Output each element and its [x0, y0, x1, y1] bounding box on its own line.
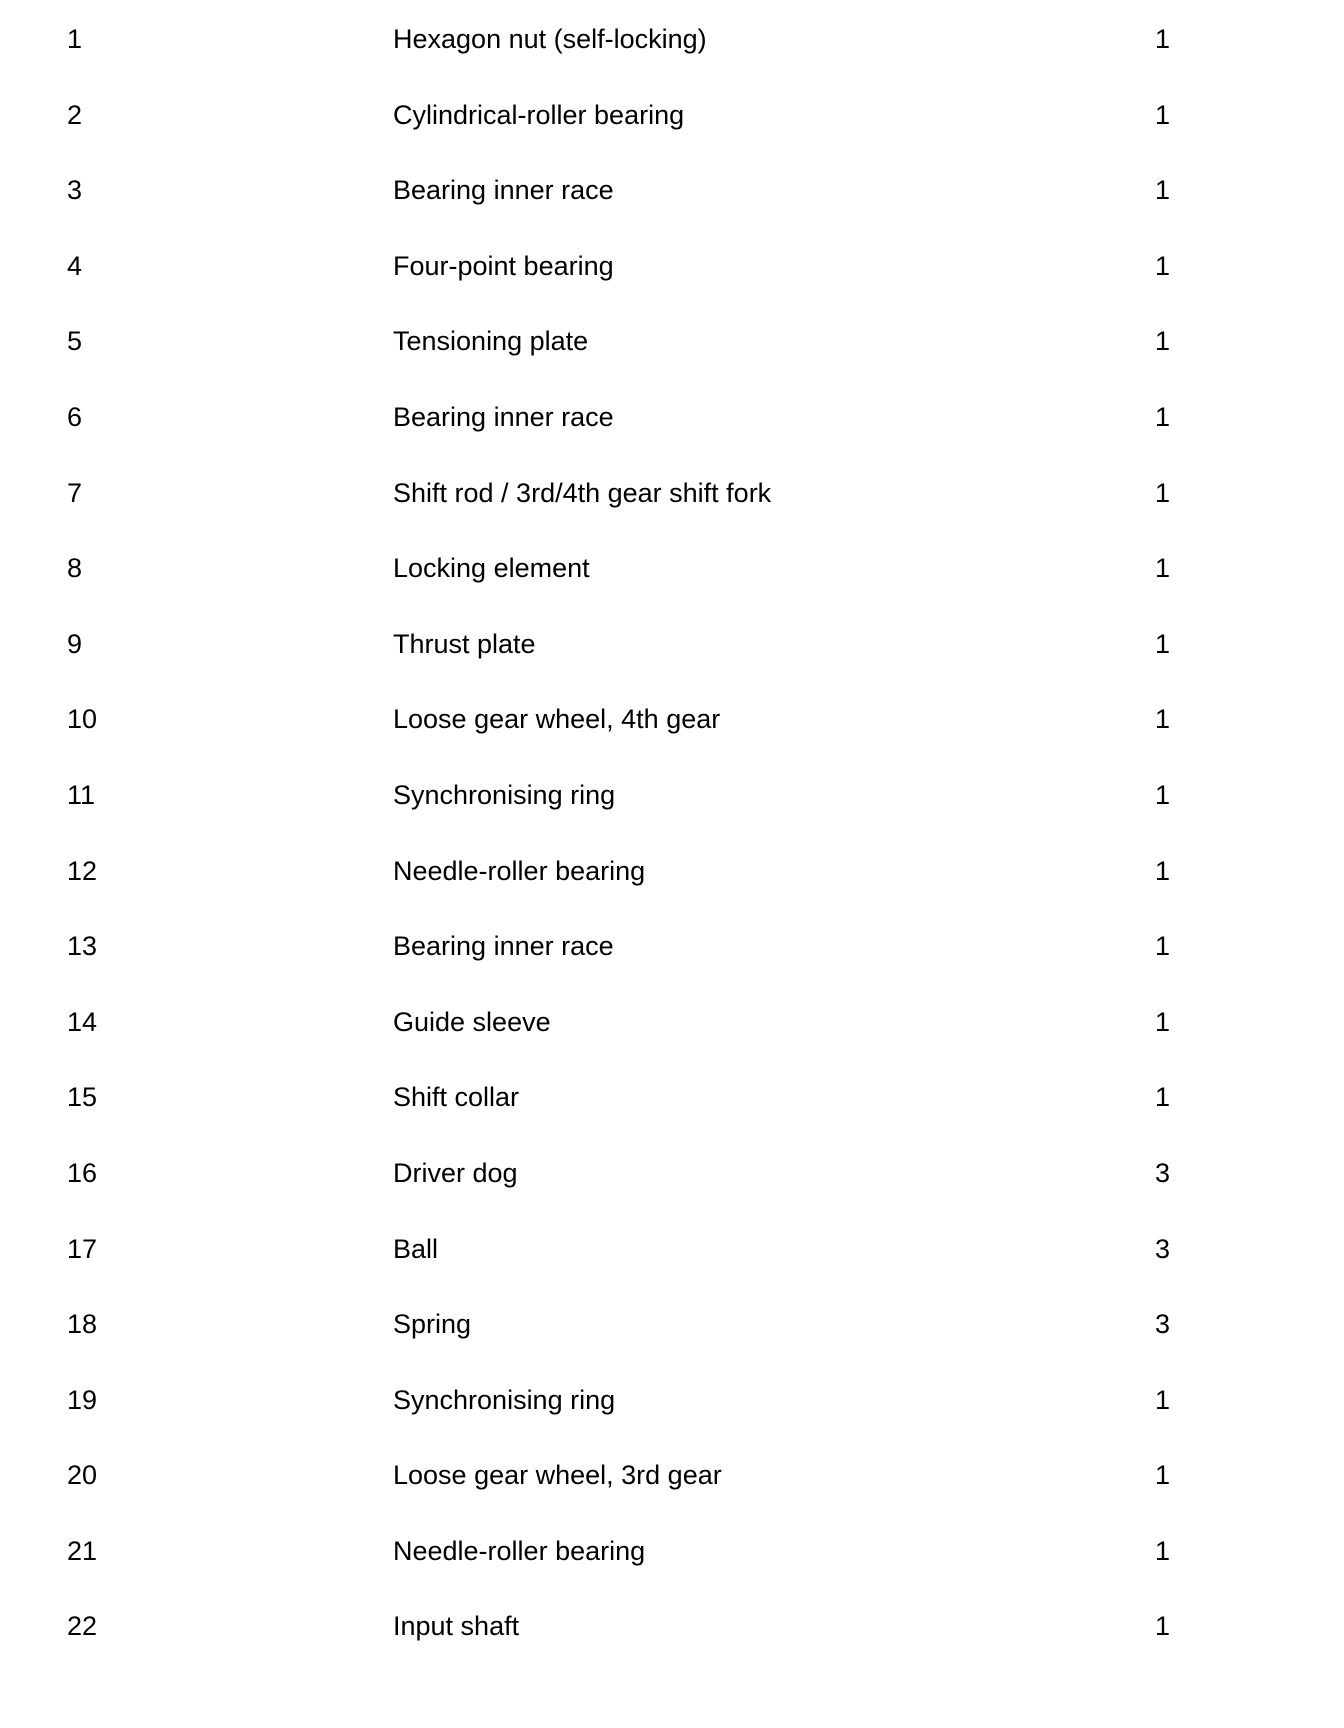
part-quantity: 1	[1155, 779, 1171, 810]
part-quantity: 1	[1155, 326, 1171, 357]
part-number: 12	[67, 855, 98, 886]
parts-row	[0, 626, 1344, 702]
part-quantity: 1	[1155, 175, 1171, 206]
parts-row	[0, 21, 1344, 97]
parts-row	[0, 1231, 1344, 1307]
part-number: 14	[67, 1006, 98, 1037]
part-description: Synchronising ring	[393, 779, 616, 810]
part-quantity: 1	[1155, 1611, 1171, 1642]
parts-row	[0, 1004, 1344, 1080]
part-quantity: 1	[1155, 931, 1171, 962]
part-description: Shift rod / 3rd/4th gear shift fork	[393, 477, 772, 508]
part-description: Driver dog	[393, 1157, 518, 1188]
parts-row	[0, 1533, 1344, 1609]
parts-row	[0, 701, 1344, 777]
part-number: 15	[67, 1082, 98, 1113]
part-number: 1	[67, 24, 83, 54]
part-description: Bearing inner race	[393, 401, 614, 432]
part-description: Ball	[393, 1233, 439, 1264]
parts-row	[0, 97, 1344, 173]
part-quantity: 1	[1155, 99, 1171, 130]
part-number: 5	[67, 326, 83, 357]
part-number: 7	[67, 477, 83, 508]
part-quantity: 3	[1155, 1233, 1171, 1264]
part-description: Needle-roller bearing	[393, 1535, 646, 1566]
part-description: Locking element	[393, 553, 590, 584]
parts-row	[0, 1079, 1344, 1155]
part-number: 2	[67, 99, 83, 130]
part-description: Four-point bearing	[393, 250, 614, 281]
parts-row	[0, 550, 1344, 626]
part-description: Hexagon nut (self-locking)	[393, 24, 707, 54]
part-number: 8	[67, 553, 83, 584]
parts-row	[0, 323, 1344, 399]
parts-row	[0, 853, 1344, 929]
part-description: Cylindrical-roller bearing	[393, 99, 685, 130]
part-number: 22	[67, 1611, 98, 1642]
parts-row	[0, 1457, 1344, 1533]
parts-row	[0, 928, 1344, 1004]
part-number: 16	[67, 1157, 98, 1188]
parts-row	[0, 1155, 1344, 1231]
part-description: Spring	[393, 1309, 472, 1340]
parts-row	[0, 777, 1344, 853]
part-quantity: 1	[1155, 250, 1171, 281]
part-description: Tensioning plate	[393, 326, 589, 357]
part-description: Loose gear wheel, 4th gear	[393, 704, 721, 735]
part-quantity: 1	[1155, 855, 1171, 886]
part-quantity: 1	[1155, 1082, 1171, 1113]
parts-row	[0, 399, 1344, 475]
part-number: 11	[67, 779, 96, 810]
part-description: Shift collar	[393, 1082, 520, 1113]
part-quantity: 1	[1155, 401, 1171, 432]
part-number: 13	[67, 931, 98, 962]
part-description: Input shaft	[393, 1611, 520, 1642]
part-quantity: 3	[1155, 1157, 1171, 1188]
part-quantity: 1	[1155, 1460, 1171, 1491]
part-number: 19	[67, 1384, 98, 1415]
part-number: 20	[67, 1460, 98, 1491]
part-quantity: 1	[1155, 1006, 1171, 1037]
part-number: 18	[67, 1309, 98, 1340]
parts-row	[0, 1382, 1344, 1458]
part-quantity: 1	[1155, 704, 1171, 735]
part-number: 3	[67, 175, 83, 206]
part-number: 4	[67, 250, 83, 281]
part-quantity: 1	[1155, 1535, 1171, 1566]
parts-row	[0, 172, 1344, 248]
parts-row	[0, 248, 1344, 324]
part-number: 6	[67, 401, 83, 432]
part-description: Guide sleeve	[393, 1006, 551, 1037]
part-description: Needle-roller bearing	[393, 855, 646, 886]
part-quantity: 1	[1155, 628, 1171, 659]
parts-row	[0, 475, 1344, 551]
part-description: Loose gear wheel, 3rd gear	[393, 1460, 722, 1491]
parts-row	[0, 1306, 1344, 1382]
part-quantity: 1	[1155, 1384, 1171, 1415]
part-description: Synchronising ring	[393, 1384, 616, 1415]
part-description: Thrust plate	[393, 628, 536, 659]
part-quantity: 3	[1155, 1309, 1171, 1340]
part-number: 10	[67, 704, 98, 735]
part-quantity: 1	[1155, 24, 1171, 54]
part-number: 17	[67, 1233, 98, 1264]
parts-list	[0, 21, 1344, 1684]
part-quantity: 1	[1155, 477, 1171, 508]
parts-row	[0, 1608, 1344, 1684]
part-number: 9	[67, 628, 83, 659]
part-description: Bearing inner race	[393, 931, 614, 962]
part-description: Bearing inner race	[393, 175, 614, 206]
part-number: 21	[67, 1535, 98, 1566]
part-quantity: 1	[1155, 553, 1171, 584]
